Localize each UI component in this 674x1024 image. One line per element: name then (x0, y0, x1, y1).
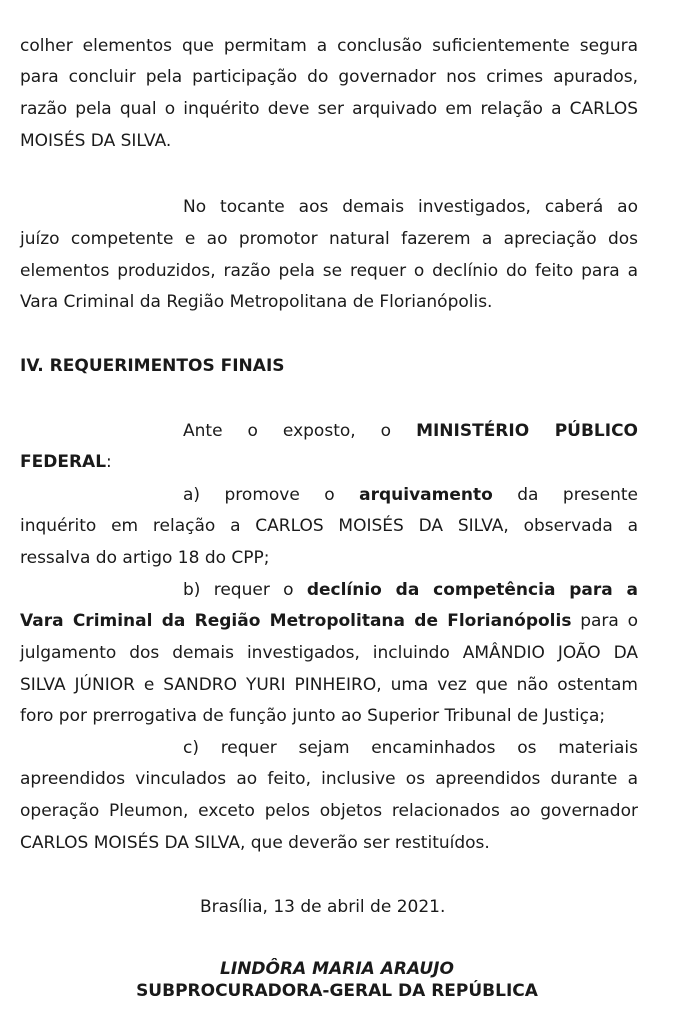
paragraph-line: CARLOS MOISÉS DA SILVA, que deverão ser restituídos. (20, 833, 490, 853)
text-span: : (106, 452, 112, 472)
paragraph-line: foro por prerrogativa de função junto ao Superior Tribunal de Justiça; (20, 706, 606, 726)
paragraph-line: razão pela qual o inquérito deve ser arquivado em relação a CARLOS (20, 99, 638, 119)
paragraph-line: elementos produzidos, razão pela se requer o declínio do feito para a (20, 261, 638, 281)
paragraph-line: inquérito em relação a CARLOS MOISÉS DA SILVA, observada a (20, 516, 638, 536)
paragraph-line (20, 451, 638, 473)
paragraph-line (183, 484, 638, 506)
bold-text-span: FEDERAL (20, 452, 107, 472)
paragraph-line (183, 579, 638, 601)
place-date: Brasília, 13 de abril de 2021. (200, 897, 446, 917)
bold-text-span: declínio da competência para a (306, 580, 638, 600)
paragraph-line: para concluir pela participação do governador nos crimes apurados, (20, 67, 638, 87)
signatory-name: LINDÔRA MARIA ARAUJO (220, 959, 454, 979)
paragraph-line: ressalva do artigo 18 do CPP; (20, 548, 270, 568)
text-span: Ante o exposto, o (183, 421, 392, 441)
paragraph-line: julgamento dos demais investigados, incluindo AMÂNDIO JOÃO DA (20, 643, 638, 663)
paragraph-line: MOISÉS DA SILVA. (20, 131, 172, 151)
paragraph-line: Vara Criminal da Região Metropolitana de Florianópolis. (20, 292, 493, 312)
bold-text-span: MINISTÉRIO PÚBLICO (416, 421, 638, 441)
text-span: a) promove o (183, 485, 335, 505)
bold-text-span: arquivamento (359, 485, 493, 505)
paragraph-line: colher elementos que permitam a conclusão suficientemente segura (20, 36, 638, 56)
paragraph-line (20, 610, 638, 632)
paragraph-line: c) requer sejam encaminhados os materiais (183, 738, 638, 758)
paragraph-line: operação Pleumon, exceto pelos objetos relacionados ao governador (20, 801, 638, 821)
text-span: da presente (517, 485, 639, 505)
text-span: para o (580, 611, 638, 631)
section-heading: IV. REQUERIMENTOS FINAIS (20, 356, 285, 376)
signatory-title: SUBPROCURADORA-GERAL DA REPÚBLICA (136, 981, 538, 1001)
paragraph-line: No tocante aos demais investigados, caberá ao (183, 197, 638, 217)
text-span: b) requer o (183, 580, 294, 600)
paragraph-line (183, 420, 638, 442)
paragraph-line: SILVA JÚNIOR e SANDRO YURI PINHEIRO, uma vez que não ostentam (20, 675, 638, 695)
paragraph-line: apreendidos vinculados ao feito, inclusive os apreendidos durante a (20, 769, 638, 789)
paragraph-line: juízo competente e ao promotor natural fazerem a apreciação dos (20, 229, 638, 249)
bold-text-span: Vara Criminal da Região Metropolitana de Florianópolis (20, 611, 572, 631)
